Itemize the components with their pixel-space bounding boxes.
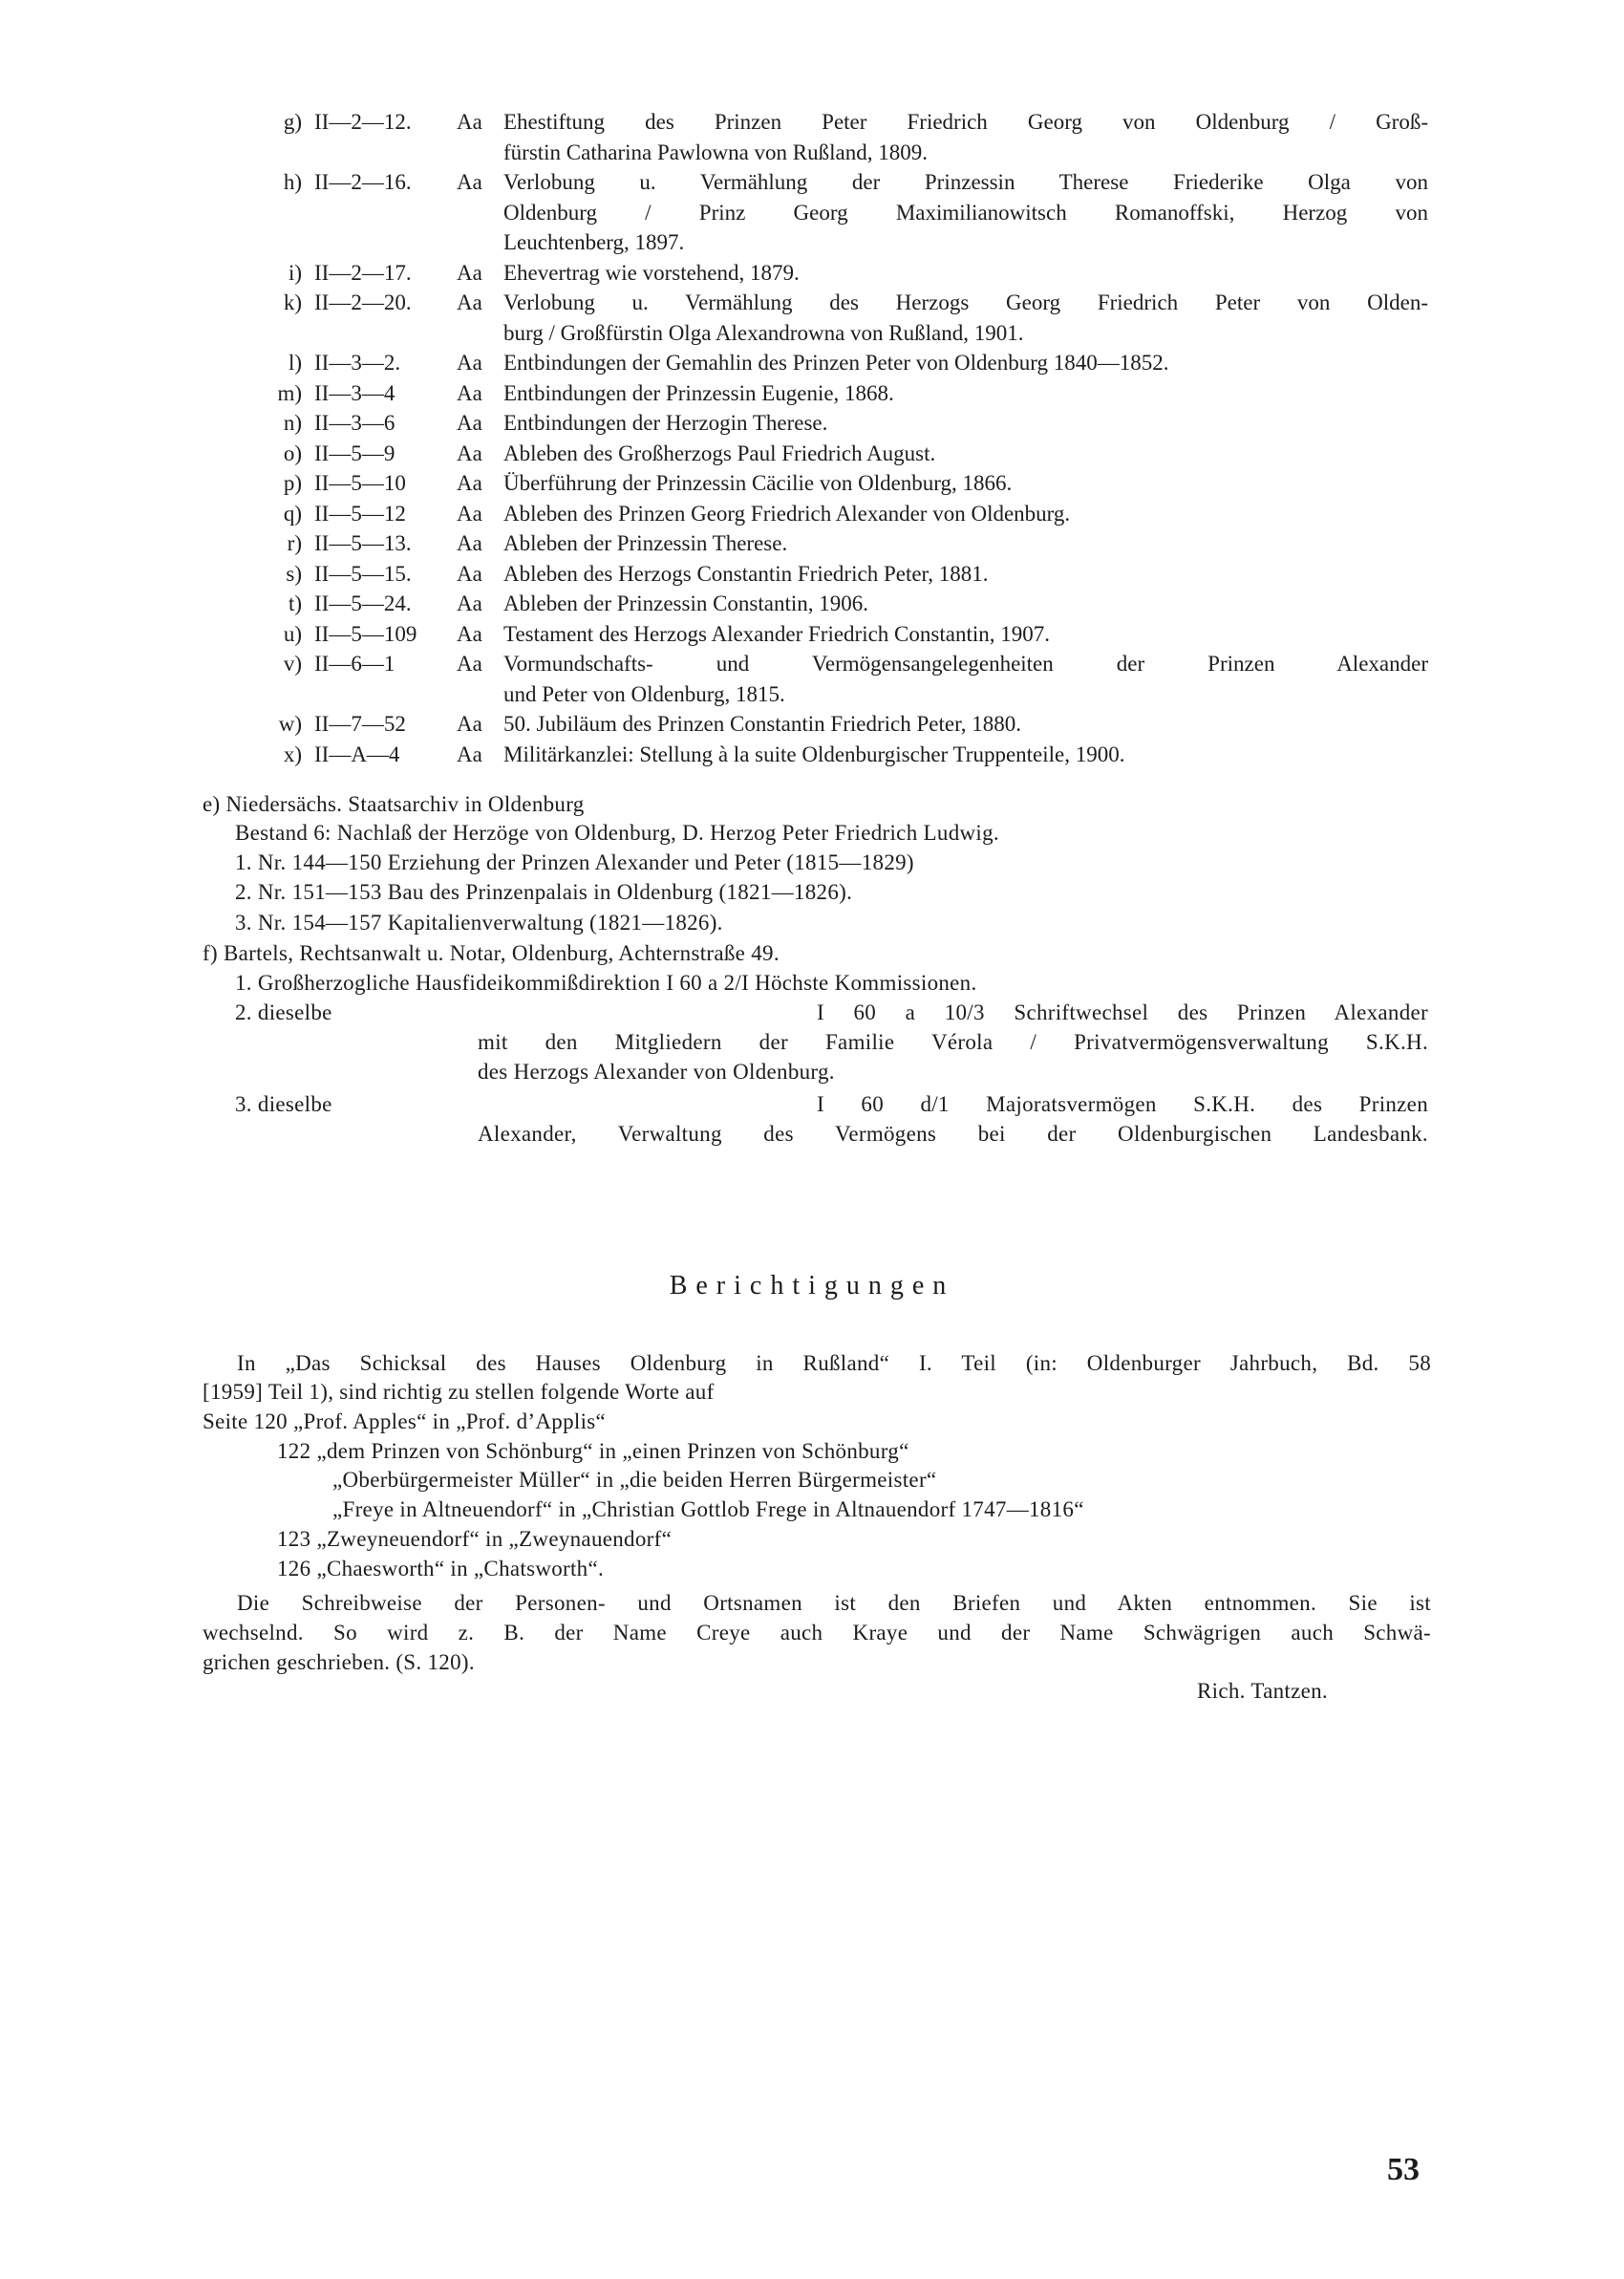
entry-code: II—2—16. (314, 170, 412, 194)
entry-text-line: Entbindungen der Prinzessin Eugenie, 1868. (503, 380, 894, 405)
entry-code: II—5—9 (314, 441, 395, 465)
section-f-item-3-line-2: Alexander, Verwaltung des Vermögens bei der Oldenburgischen Landesbank. (478, 1122, 1428, 1146)
entry-text-line: fürstin Catharina Pawlowna von Rußland, 1809. (503, 140, 928, 164)
entry-label: o) (283, 441, 302, 465)
entry-label: l) (288, 351, 302, 375)
entry-code: II—5—24. (314, 591, 412, 615)
entry-label: s) (286, 561, 302, 586)
entry-aa: Aa (457, 591, 482, 615)
entry-text-line: Oldenburg / Prinz Georg Maximilianowitsch Romanoffski, Herzog von (503, 200, 1428, 225)
entry-label: i) (288, 260, 302, 285)
correction-page-122-a: 122 „dem Prinzen von Schönburg“ in „einen Prinzen von Schönburg“ (277, 1439, 909, 1463)
entry-label: u) (283, 621, 302, 646)
entry-code: II—5—13. (314, 531, 412, 555)
entry-aa: Aa (457, 290, 482, 314)
section-f-item-2-line-3: des Herzogs Alexander von Oldenburg. (478, 1060, 835, 1084)
entry-code: II—2—17. (314, 260, 412, 285)
corrections-note-line-2: wechselnd. So wird z. B. der Name Creye auch Kraye und der Name Schwägrigen auch Schwä- (203, 1621, 1431, 1645)
entry-text-line: Ableben des Großherzogs Paul Friedrich August. (503, 441, 936, 465)
entry-aa: Aa (457, 531, 482, 555)
entry-label: t) (288, 591, 302, 615)
section-f-item-1: 1. Großherzogliche Hausfideikommißdirektion I 60 a 2/I Höchste Kommissionen. (235, 971, 977, 995)
entry-text-line: Entbindungen der Gemahlin des Prinzen Peter von Oldenburg 1840—1852. (503, 351, 1169, 375)
section-f-item-2-line-2: mit den Mitgliedern der Familie Vérola / Privatvermögensverwaltung S.K.H. (478, 1030, 1428, 1054)
section-e-item-1: 1. Nr. 144—150 Erziehung der Prinzen Alexander und Peter (1815—1829) (235, 850, 914, 874)
author-signature: Rich. Tantzen. (1197, 1679, 1328, 1703)
entry-aa: Aa (457, 110, 482, 134)
entry-code: II—2—12. (314, 110, 412, 134)
entry-aa: Aa (457, 441, 482, 465)
entry-code: II—5—15. (314, 561, 412, 586)
entry-text-line: Verlobung u. Vermählung der Prinzessin Therese Friederike Olga von (503, 170, 1428, 194)
entry-text-line: Verlobung u. Vermählung des Herzogs Georg Friedrich Peter von Olden- (503, 290, 1428, 314)
section-f-item-3-line-1: I 60 d/1 Majoratsvermögen S.K.H. des Prinzen (817, 1092, 1428, 1116)
entry-aa: Aa (457, 170, 482, 194)
entry-aa: Aa (457, 742, 482, 766)
section-e-item-3: 3. Nr. 154—157 Kapitalienverwaltung (1821—1826). (235, 911, 723, 935)
corrections-intro-line-2: [1959] Teil 1), sind richtig zu stellen folgende Worte auf (203, 1380, 715, 1404)
page-number: 53 (1387, 2152, 1420, 2187)
entry-label: h) (283, 170, 302, 194)
entry-aa: Aa (457, 380, 482, 405)
entry-aa: Aa (457, 561, 482, 586)
entry-aa: Aa (457, 411, 482, 435)
section-f-item-2-line-1: I 60 a 10/3 Schriftwechsel des Prinzen Alexander (817, 1000, 1428, 1024)
entry-text-line: 50. Jubiläum des Prinzen Constantin Friedrich Peter, 1880. (503, 712, 1022, 736)
entry-text-line: Ehevertrag wie vorstehend, 1879. (503, 260, 800, 285)
section-e-item-2: 2. Nr. 151—153 Bau des Prinzenpalais in Oldenburg (1821—1826). (235, 880, 853, 904)
entry-label: r) (287, 531, 302, 555)
entry-aa: Aa (457, 351, 482, 375)
section-f-title: f) Bartels, Rechtsanwalt u. Notar, Oldenburg, Achternstraße 49. (203, 941, 780, 965)
entry-text-line: Ableben des Prinzen Georg Friedrich Alexander von Oldenburg. (503, 501, 1071, 526)
entry-text-line: Testament des Herzogs Alexander Friedrich Constantin, 1907. (503, 621, 1050, 646)
entry-text-line: Überführung der Prinzessin Cäcilie von Oldenburg, 1866. (503, 471, 1013, 495)
correction-page-122-c: „Freye in Altneuendorf“ in „Christian Gottlob Frege in Altnauendorf 1747—1816“ (332, 1497, 1084, 1521)
entry-text-line: Militärkanzlei: Stellung à la suite Oldenburgischer Truppenteile, 1900. (503, 742, 1125, 766)
entry-label: g) (283, 110, 302, 134)
correction-page-120: Seite 120 „Prof. Apples“ in „Prof. d’Applis“ (203, 1409, 607, 1433)
entry-aa: Aa (457, 471, 482, 495)
entry-text-line: Ableben der Prinzessin Therese. (503, 531, 788, 555)
entry-label: w) (278, 712, 302, 736)
section-f-item-2-label: 2. dieselbe (235, 1000, 332, 1024)
corrections-heading: Berichtigungen (669, 1271, 955, 1301)
entry-aa: Aa (457, 621, 482, 646)
correction-page-126: 126 „Chaesworth“ in „Chatsworth“. (277, 1557, 605, 1580)
entry-label: k) (283, 290, 302, 314)
entry-aa: Aa (457, 652, 482, 676)
section-f-item-3-label: 3. dieselbe (235, 1092, 332, 1116)
entry-code: II—7—52 (314, 712, 406, 736)
entry-text-line: Ableben der Prinzessin Constantin, 1906. (503, 591, 869, 615)
entry-code: II—A—4 (314, 742, 400, 766)
entry-aa: Aa (457, 260, 482, 285)
correction-page-122-b: „Oberbürgermeister Müller“ in „die beiden Herren Bürgermeister“ (332, 1468, 937, 1492)
entry-code: II—3—4 (314, 380, 395, 405)
entry-code: II—5—12 (314, 501, 406, 526)
entry-label: v) (283, 652, 302, 676)
section-e-title: e) Niedersächs. Staatsarchiv in Oldenburg (203, 792, 585, 816)
entry-text-line: Ehestiftung des Prinzen Peter Friedrich Georg von Oldenburg / Groß- (503, 110, 1428, 134)
entry-label: n) (283, 411, 302, 435)
entry-aa: Aa (457, 712, 482, 736)
entry-code: II—6—1 (314, 652, 395, 676)
correction-page-123: 123 „Zweyneuendorf“ in „Zweynauendorf“ (277, 1527, 673, 1551)
entry-text-line: burg / Großfürstin Olga Alexandrowna von Rußland, 1901. (503, 320, 1024, 345)
section-e-bestand: Bestand 6: Nachlaß der Herzöge von Oldenburg, D. Herzog Peter Friedrich Ludwig. (235, 821, 999, 845)
entry-label: x) (283, 742, 302, 766)
corrections-note-line-3: grichen geschrieben. (S. 120). (203, 1650, 475, 1674)
corrections-note-line-1: Die Schreibweise der Personen- und Ortsnamen ist den Briefen und Akten entnommen. Sie ist (237, 1591, 1431, 1615)
entry-code: II—3—6 (314, 411, 395, 435)
entry-code: II—3—2. (314, 351, 401, 375)
entry-text-line: Ableben des Herzogs Constantin Friedrich Peter, 1881. (503, 561, 989, 586)
entry-label: m) (277, 380, 302, 405)
entry-code: II—2—20. (314, 290, 412, 314)
entry-aa: Aa (457, 501, 482, 526)
corrections-intro-line-1: In „Das Schicksal des Hauses Oldenburg in Rußland“ I. Teil (in: Oldenburger Jahrbuch, Bd. 58 (237, 1351, 1431, 1375)
entry-code: II—5—10 (314, 471, 406, 495)
entry-text-line: Entbindungen der Herzogin Therese. (503, 411, 828, 435)
entry-label: q) (283, 501, 302, 526)
entry-text-line: und Peter von Oldenburg, 1815. (503, 681, 785, 706)
entry-code: II—5—109 (314, 621, 417, 646)
entry-text-line: Vormundschafts- und Vermögensangelegenheiten der Prinzen Alexander (503, 652, 1428, 676)
entry-label: p) (283, 471, 302, 495)
entry-text-line: Leuchtenberg, 1897. (503, 230, 685, 254)
